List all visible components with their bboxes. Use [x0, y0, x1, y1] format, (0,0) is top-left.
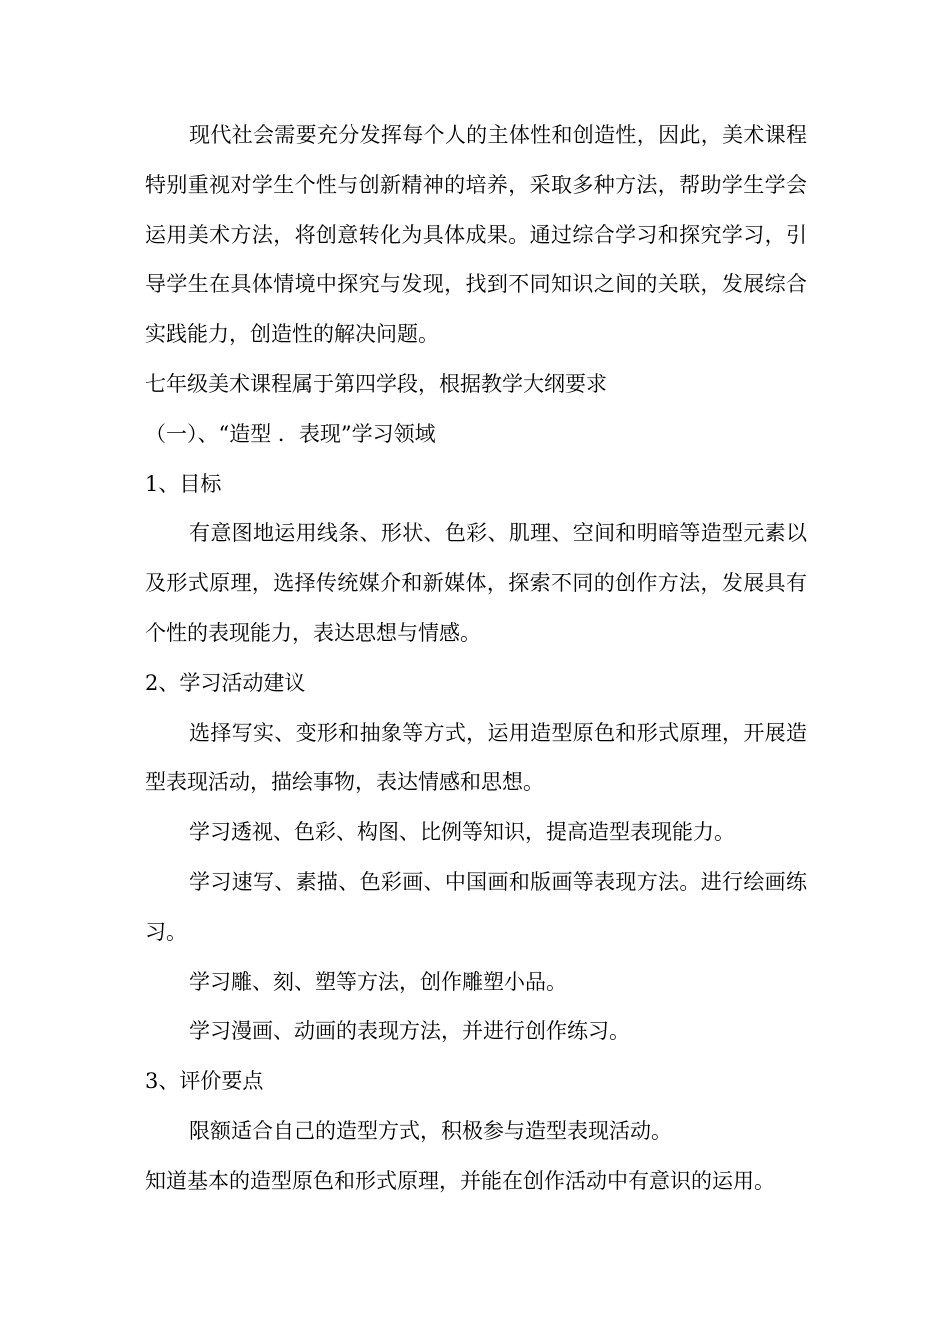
document-body [145, 111, 807, 1207]
paragraph-activity-3: 学习速写、素描、色彩画、中国画和版画等表现方法。进行绘画练习。 [145, 869, 807, 944]
section-heading-modeling: （一）、“造型 ．表现”学习领域 [145, 421, 436, 446]
subheading-goals: 1、目标 [145, 471, 222, 496]
paragraph-activity-2: 学习透视、色彩、构图、比例等知识，提高造型表现能力。 [189, 820, 735, 845]
paragraph-activity-5: 学习漫画、动画的表现方法，并进行创作练习。 [189, 1019, 630, 1044]
paragraph-activity-1: 选择写实、变形和抽象等方式，运用造型原色和形式原理，开展造型表现活动，描绘事物，表达情感和思想。 [145, 720, 807, 795]
paragraph-grade-statement: 七年级美术课程属于第四学段，根据教学大纲要求 [145, 371, 607, 396]
subheading-activities: 2、学习活动建议 [145, 670, 306, 695]
paragraph-goals: 有意图地运用线条、形状、色彩、肌理、空间和明暗等造型元素以及形式原理，选择传统媒介和新媒体，探索不同的创作方法，发展具有个性的表现能力，表达思想与情感。 [145, 521, 807, 645]
paragraph-activity-4: 学习雕、刻、塑等方法，创作雕塑小品。 [189, 969, 567, 994]
subheading-evaluation: 3、评价要点 [145, 1069, 264, 1094]
paragraph-evaluation-1: 限额适合自己的造型方式，积极参与造型表现活动。 [189, 1118, 672, 1143]
paragraph-intro: 现代社会需要充分发挥每个人的主体性和创造性，因此，美术课程特别重视对学生个性与创新精神的培养，采取多种方法，帮助学生学会运用美术方法，将创意转化为具体成果。通过综合学习和探究学习，引导学生在具体情境中探究与发现，找到不同知识之间的关联，发展综合实践能力，创造性的解决问题。 [145, 123, 807, 347]
paragraph-evaluation-2: 知道基本的造型原色和形式原理，并能在创作活动中有意识的运用。 [145, 1168, 775, 1193]
